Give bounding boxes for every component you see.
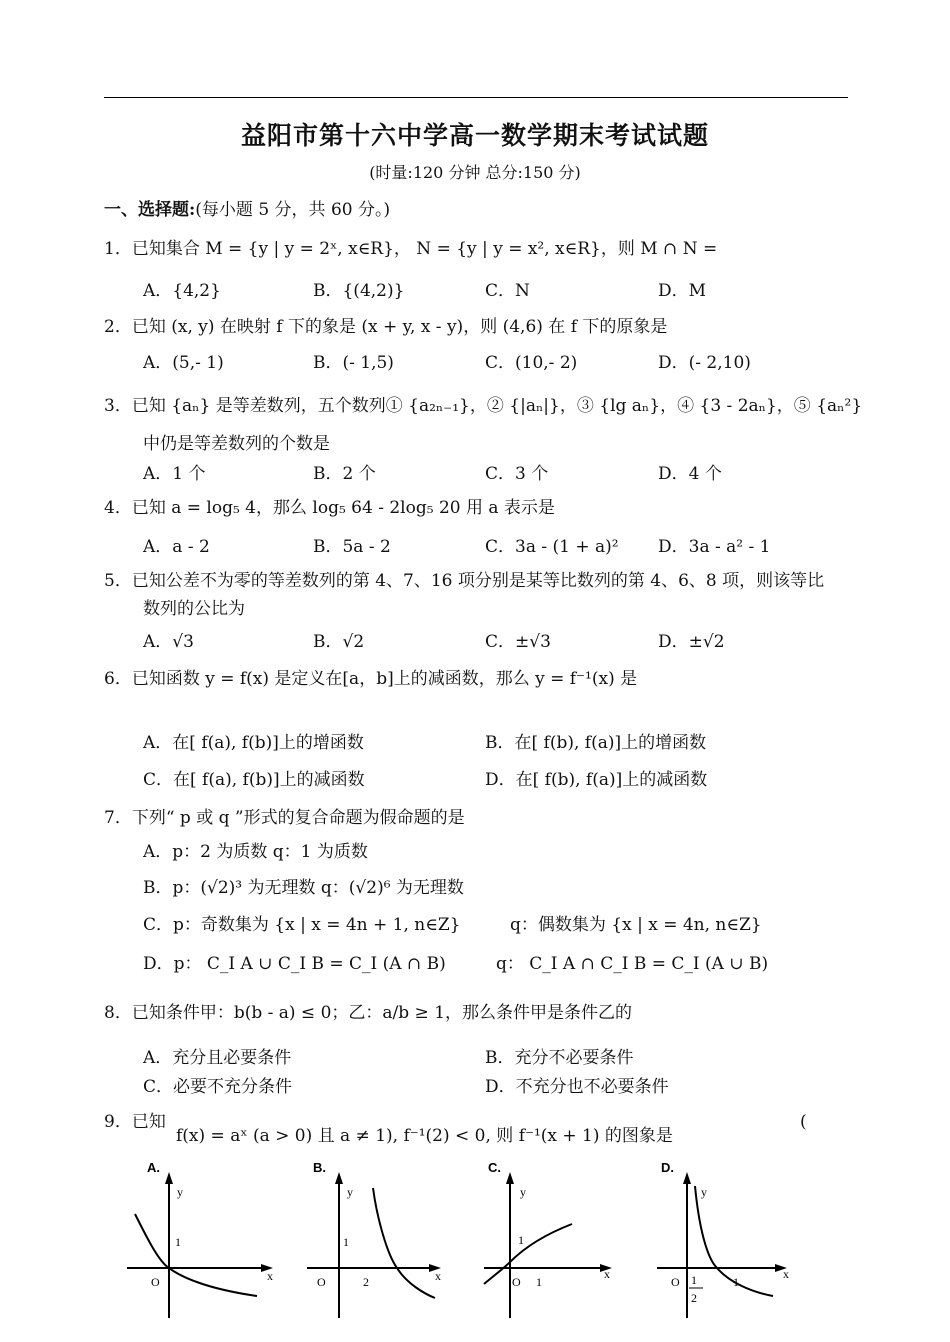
q2-option-d: D．(- 2,10) — [658, 353, 751, 373]
q7-option-a: A．p：2 为质数 q：1 为质数 — [143, 842, 368, 862]
question-9-formula: f(x) = aˣ (a > 0) 且 a ≠ 1), f⁻¹(2) < 0, 则 f⁻¹(x + 1) 的图象是 — [176, 1126, 673, 1146]
graph-c-origin: O — [512, 1275, 521, 1289]
q2-option-b: B．(- 1,5) — [313, 353, 394, 373]
question-3-stem-cont: 中仍是等差数列的个数是 — [143, 434, 330, 454]
q7-option-c-q: q：偶数集为 {x | x = 4n, n∈Z} — [510, 915, 762, 935]
graph-c-y-label: y — [520, 1185, 526, 1199]
answer-paren: ( — [800, 1112, 807, 1132]
q1-option-b: B．{(4,2)} — [313, 281, 405, 301]
q3-option-a: A．1 个 — [143, 464, 206, 484]
graph-d — [655, 1158, 825, 1328]
q3-option-c: C．3 个 — [485, 464, 549, 484]
q8-option-c: C．必要不充分条件 — [143, 1077, 293, 1097]
graph-c-mark-2: 1 — [536, 1275, 542, 1289]
graph-c-x-label: x — [604, 1267, 610, 1281]
graph-d-x-label: x — [783, 1267, 789, 1281]
q6-option-b: B．在[ f(b), f(a)]上的增函数 — [485, 733, 707, 753]
graph-d-half-num: 1 — [691, 1273, 697, 1287]
q2-option-a: A．(5,- 1) — [143, 353, 224, 373]
section-title: 一、选择题: — [104, 200, 196, 220]
question-7-stem: 7．下列“ p 或 q ”形式的复合命题为假命题的是 — [104, 808, 465, 828]
graph-b — [305, 1158, 475, 1328]
q5-option-a: A．√3 — [143, 632, 194, 652]
graph-d-mark-1: 1 — [733, 1275, 739, 1289]
graph-c-label: C. — [488, 1160, 501, 1175]
graph-a-mark-1: 1 — [175, 1235, 181, 1249]
graph-b-origin: O — [317, 1275, 326, 1289]
graph-c-mark-1: 1 — [518, 1233, 524, 1247]
graph-a-x-label: x — [267, 1269, 273, 1283]
graph-b-mark-2: 2 — [363, 1275, 369, 1289]
q2-option-c: C．(10,- 2) — [485, 353, 578, 373]
q7-option-d-q: q： C_I A ∩ C_I B = C_I (A ∪ B) — [496, 954, 769, 974]
question-5-stem-cont: 数列的公比为 — [143, 599, 245, 619]
graph-d-y-label: y — [701, 1185, 707, 1199]
section-heading — [104, 198, 390, 222]
q7-option-c-p: C．p：奇数集为 {x | x = 4n + 1, n∈Z} — [143, 915, 461, 935]
q6-option-a: A．在[ f(a), f(b)]上的增函数 — [143, 733, 364, 753]
question-1-stem: 1．已知集合 M = {y | y = 2ˣ, x∈R}， N = {y | y = x², x∈R}，则 M ∩ N = — [104, 239, 718, 259]
question-5-stem: 5．已知公差不为零的等差数列的第 4、7、16 项分别是某等比数列的第 4、6、8 项，则该等比 — [104, 571, 825, 591]
q8-option-b: B．充分不必要条件 — [485, 1048, 634, 1068]
graph-b-y-label: y — [347, 1185, 353, 1199]
graph-d-half-den: 2 — [691, 1291, 697, 1305]
section-note: (每小题 5 分，共 60 分。) — [195, 200, 391, 220]
q8-option-d: D．不充分也不必要条件 — [485, 1077, 669, 1097]
q5-option-c: C．±√3 — [485, 632, 551, 652]
q5-option-b: B．√2 — [313, 632, 365, 652]
question-8-stem: 8．已知条件甲：b(b - a) ≤ 0；乙：a/b ≥ 1，那么条件甲是条件乙的 — [104, 1003, 633, 1023]
question-2-stem: 2．已知 (x, y) 在映射 f 下的象是 (x + y, x - y)，则 (4,6) 在 f 下的原象是 — [104, 317, 668, 337]
q5-option-d: D．±√2 — [658, 632, 725, 652]
q4-option-a: A．a - 2 — [143, 537, 210, 557]
graph-b-x-label: x — [435, 1269, 441, 1283]
graph-d-label: D. — [661, 1160, 674, 1175]
page-subtitle: (时量:120 分钟 总分:150 分) — [369, 163, 581, 182]
q3-option-d: D．4 个 — [658, 464, 722, 484]
page-title: 益阳市第十六中学高一数学期末考试试题 — [240, 121, 709, 150]
graph-a-label: A. — [147, 1160, 160, 1175]
top-rule — [104, 97, 848, 98]
q4-option-b: B．5a - 2 — [313, 537, 391, 557]
q1-option-c: C．N — [485, 281, 530, 301]
q4-option-c: C．3a - (1 + a)² — [485, 537, 619, 557]
q6-option-d: D．在[ f(b), f(a)]上的减函数 — [485, 770, 708, 790]
q3-option-b: B．2 个 — [313, 464, 376, 484]
graph-b-label: B. — [313, 1160, 326, 1175]
graph-b-mark-1: 1 — [343, 1235, 349, 1249]
question-6-stem: 6．已知函数 y = f(x) 是定义在[a，b]上的减函数，那么 y = f⁻¹(x) 是 — [104, 669, 638, 689]
question-3-stem: 3．已知 {aₙ} 是等差数列，五个数列① {a₂ₙ₋₁}，② {|aₙ|}，③ {lg aₙ}，④ {3 - 2aₙ}，⑤ {aₙ²} — [104, 396, 863, 416]
question-4-stem: 4．已知 a = log₅ 4，那么 log₅ 64 - 2log₅ 20 用 a 表示是 — [104, 498, 555, 518]
graph-a-origin: O — [151, 1275, 160, 1289]
q4-option-d: D．3a - a² - 1 — [658, 537, 771, 557]
q7-option-d-p: D．p： C_I A ∪ C_I B = C_I (A ∩ B) — [143, 954, 446, 974]
graph-d-origin: O — [671, 1275, 680, 1289]
question-9-stem: 9．已知 — [104, 1112, 166, 1132]
graph-a — [125, 1158, 295, 1328]
graph-a-y-label: y — [177, 1185, 183, 1199]
q1-option-a: A．{4,2} — [143, 281, 221, 301]
q6-option-c: C．在[ f(a), f(b)]上的减函数 — [143, 770, 365, 790]
q1-option-d: D．M — [658, 281, 707, 301]
q8-option-a: A．充分且必要条件 — [143, 1048, 292, 1068]
q7-option-b: B．p：(√2)³ 为无理数 q：(√2)⁶ 为无理数 — [143, 878, 464, 898]
graph-c — [482, 1158, 652, 1328]
